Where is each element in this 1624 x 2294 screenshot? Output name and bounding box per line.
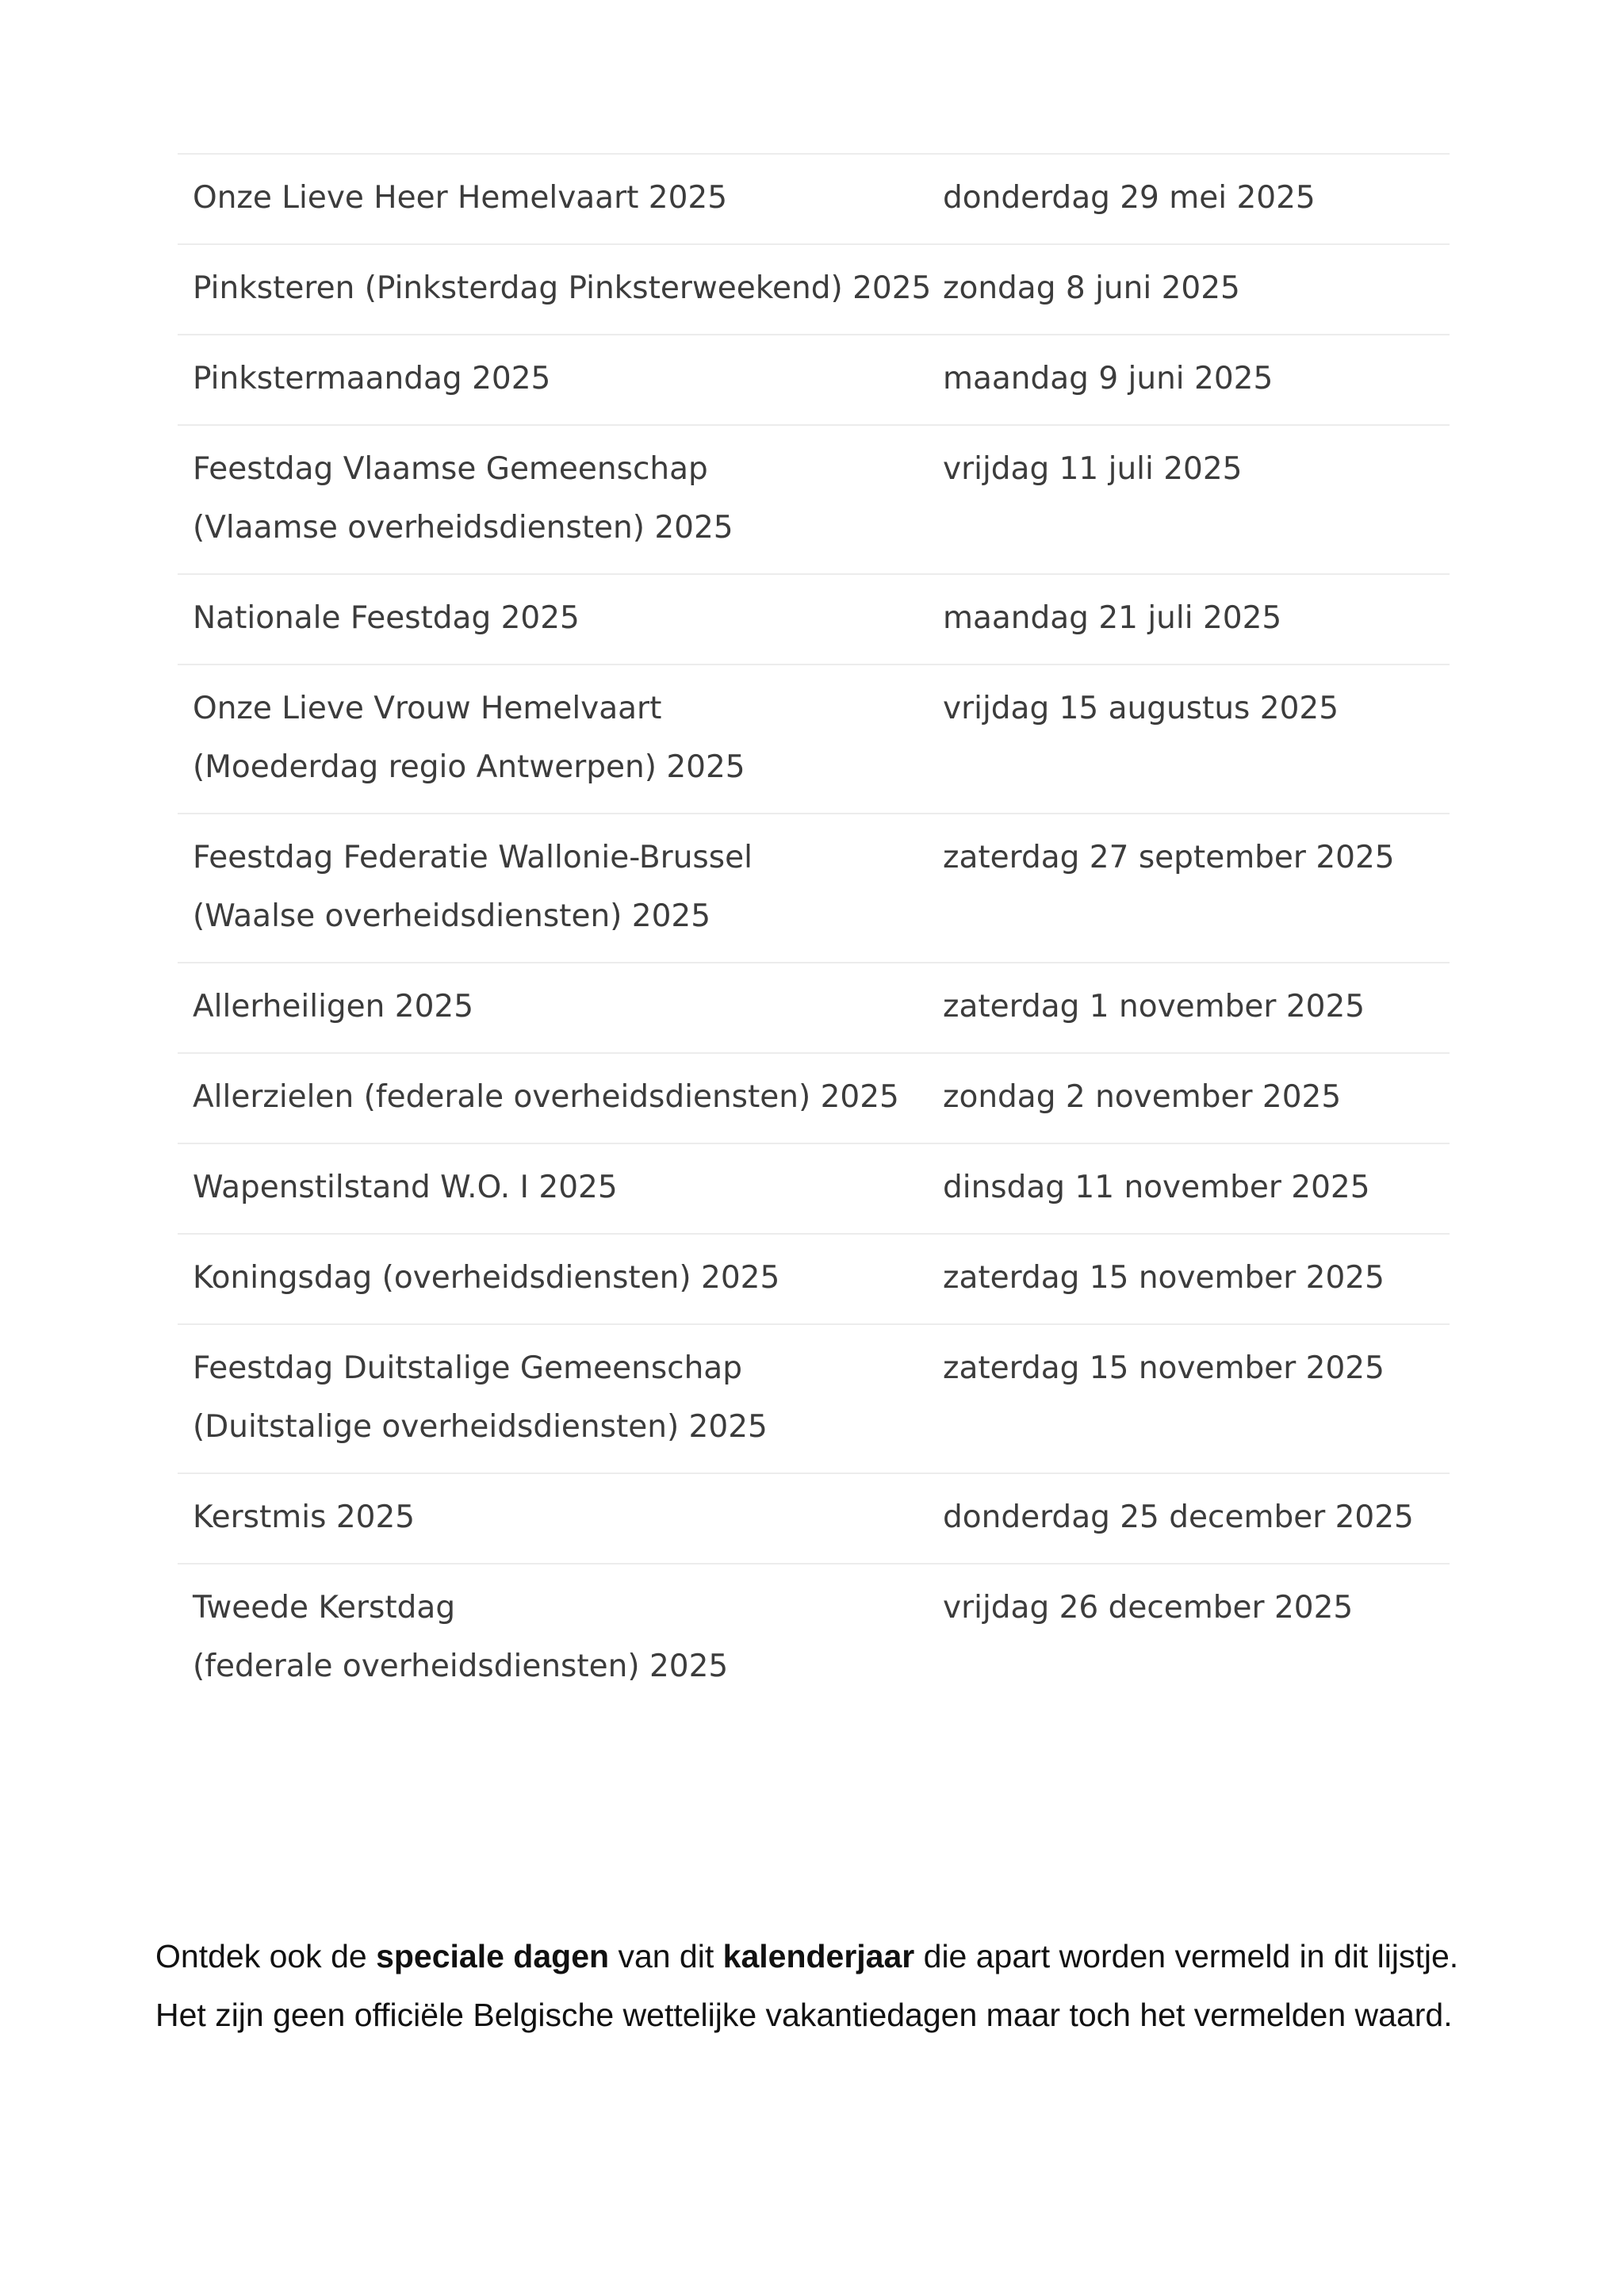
footer-text-segment: van dit — [609, 1938, 723, 1974]
holiday-date: maandag 21 juli 2025 — [943, 600, 1282, 636]
holiday-name-line: (Duitstalige overheidsdiensten) 2025 — [193, 1409, 768, 1445]
holiday-date: donderdag 25 december 2025 — [943, 1499, 1414, 1535]
holiday-name-cell — [178, 1579, 943, 1696]
table-row — [178, 334, 1450, 424]
holiday-name-line: Feestdag Vlaamse Gemeenschap — [193, 451, 708, 487]
holiday-date-cell — [943, 829, 1450, 887]
footer-line-2: Het zijn geen officiële Belgische wettelijke vakantiedagen maar toch het vermelden waard. — [155, 1997, 1453, 2033]
footer-text-segment: Ontdek ook de — [155, 1938, 377, 1974]
holiday-date-cell — [943, 1339, 1450, 1398]
footer-bold-speciale-dagen: speciale dagen — [376, 1938, 610, 1974]
holiday-date-cell — [943, 1488, 1450, 1547]
holiday-name-cell — [178, 829, 943, 946]
holiday-name-cell — [178, 350, 943, 408]
holiday-name-line: Onze Lieve Vrouw Hemelvaart — [193, 691, 662, 726]
table-row — [178, 813, 1450, 962]
holiday-name-line: (federale overheidsdiensten) 2025 — [193, 1649, 729, 1684]
holiday-name-cell — [178, 259, 943, 318]
table-row — [178, 243, 1450, 334]
holiday-name-cell — [178, 680, 943, 797]
holiday-name-line: Allerheiligen 2025 — [193, 989, 474, 1024]
holiday-name-line: Allerzielen (federale overheidsdiensten) 2025 — [193, 1079, 899, 1115]
holiday-date: vrijdag 15 augustus 2025 — [943, 691, 1339, 726]
holiday-date: vrijdag 11 juli 2025 — [943, 451, 1243, 487]
holiday-date: zaterdag 15 november 2025 — [943, 1260, 1385, 1296]
holiday-name-line: Pinksteren (Pinksterdag Pinksterweekend) 2025 — [193, 270, 932, 306]
holiday-name-cell — [178, 1158, 943, 1217]
holiday-date-cell — [943, 1068, 1450, 1127]
table-row — [178, 573, 1450, 664]
holiday-name-cell — [178, 1249, 943, 1308]
holiday-name-line: Nationale Feestdag 2025 — [193, 600, 580, 636]
holiday-date: zondag 2 november 2025 — [943, 1079, 1342, 1115]
holiday-name-line: Koningsdag (overheidsdiensten) 2025 — [193, 1260, 780, 1296]
holiday-date: maandag 9 juni 2025 — [943, 361, 1274, 396]
holiday-name-line: Onze Lieve Heer Hemelvaart 2025 — [193, 180, 728, 216]
holiday-date-cell — [943, 1579, 1450, 1637]
holiday-date-cell — [943, 169, 1450, 228]
table-row — [178, 1473, 1450, 1563]
table-row — [178, 962, 1450, 1052]
holiday-name-cell — [178, 1488, 943, 1547]
table-row — [178, 153, 1450, 243]
holiday-name-line: Pinkstermaandag 2025 — [193, 361, 551, 396]
holiday-name-cell — [178, 978, 943, 1036]
holiday-name-line: (Moederdag regio Antwerpen) 2025 — [193, 749, 745, 785]
holiday-name-line: Wapenstilstand W.O. I 2025 — [193, 1170, 618, 1205]
holiday-date-cell — [943, 350, 1450, 408]
table-row — [178, 1233, 1450, 1323]
holiday-name-cell — [178, 440, 943, 557]
table-row — [178, 1323, 1450, 1473]
holiday-date: zaterdag 1 november 2025 — [943, 989, 1365, 1024]
footer-text-segment: die apart worden vermeld in dit lijstje. — [914, 1938, 1459, 1974]
holiday-date: vrijdag 26 december 2025 — [943, 1590, 1354, 1626]
table-row — [178, 424, 1450, 573]
holiday-name-cell — [178, 589, 943, 648]
footer-line-1 — [155, 1927, 1503, 1986]
holiday-date-cell — [943, 440, 1450, 499]
table-row — [178, 1563, 1450, 1712]
holiday-name-cell — [178, 1068, 943, 1127]
holiday-date: zaterdag 15 november 2025 — [943, 1350, 1385, 1386]
footer-bold-kalenderjaar: kalenderjaar — [722, 1938, 915, 1974]
holiday-name-cell — [178, 169, 943, 228]
holiday-date-cell — [943, 259, 1450, 318]
footer-paragraph — [155, 1927, 1503, 2044]
holiday-table — [178, 153, 1450, 1712]
holiday-name-line: Feestdag Federatie Wallonie-Brussel — [193, 840, 753, 875]
holiday-name-line: (Waalse overheidsdiensten) 2025 — [193, 898, 711, 934]
holiday-date: zaterdag 27 september 2025 — [943, 840, 1395, 875]
holiday-name-line: Kerstmis 2025 — [193, 1499, 416, 1535]
holiday-name-line: Feestdag Duitstalige Gemeenschap — [193, 1350, 742, 1386]
table-row — [178, 1143, 1450, 1233]
holiday-date: zondag 8 juni 2025 — [943, 270, 1240, 306]
holiday-date-cell — [943, 1249, 1450, 1308]
holiday-date-cell — [943, 978, 1450, 1036]
holiday-date: donderdag 29 mei 2025 — [943, 180, 1316, 216]
holiday-date-cell — [943, 680, 1450, 738]
holiday-date-cell — [943, 589, 1450, 648]
holiday-name-line: Tweede Kerstdag — [193, 1590, 456, 1626]
table-row — [178, 1052, 1450, 1143]
holiday-date: dinsdag 11 november 2025 — [943, 1170, 1370, 1205]
holiday-date-cell — [943, 1158, 1450, 1217]
holiday-name-line: (Vlaamse overheidsdiensten) 2025 — [193, 510, 733, 546]
table-row — [178, 664, 1450, 813]
holiday-name-cell — [178, 1339, 943, 1457]
